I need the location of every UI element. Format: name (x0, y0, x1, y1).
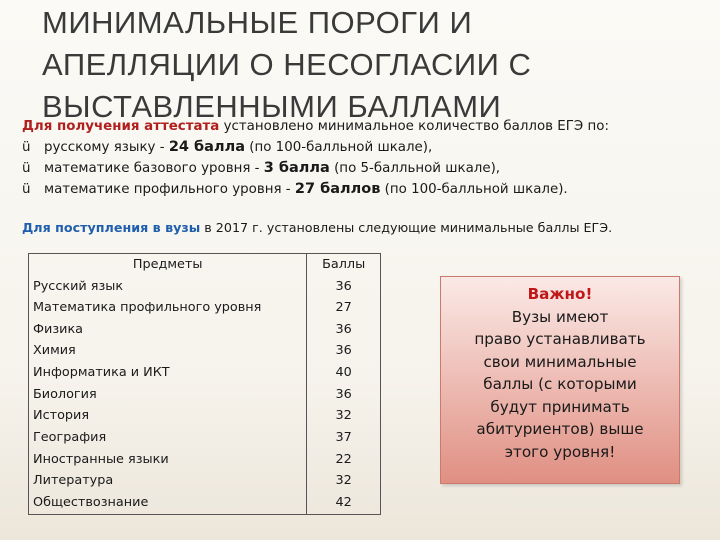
table-row (29, 341, 381, 363)
bullet-text: (по 5-балльной шкале), (329, 161, 501, 176)
table-row (29, 319, 381, 341)
subject-cell: Математика профильного уровня (29, 297, 307, 319)
score-cell: 32 (307, 471, 381, 493)
score-cell: 42 (307, 492, 381, 514)
checkmark-icon: ü (22, 140, 31, 155)
important-line: абитуриентов) выше (476, 420, 644, 438)
subjects-table (28, 253, 381, 515)
bullet-score: 27 баллов (294, 181, 381, 197)
list-item (22, 158, 712, 179)
score-cell: 27 (307, 297, 381, 319)
attestat-intro (22, 117, 712, 137)
subject-cell: Физика (29, 319, 307, 341)
important-callout (440, 276, 680, 484)
table-row (29, 471, 381, 493)
score-cell: 32 (307, 406, 381, 428)
min-scores-list (22, 137, 712, 200)
table-row (29, 384, 381, 406)
slide-title-line: ВЫСТАВЛЕННЫМИ БАЛЛАМИ (42, 89, 502, 124)
table-row (29, 406, 381, 428)
university-highlight: Для поступления в вузы (22, 220, 201, 235)
bullet-text: русскому языку - (44, 140, 169, 155)
subject-cell: Химия (29, 341, 307, 363)
subject-cell: География (29, 427, 307, 449)
important-line: свои минимальные (483, 352, 637, 371)
slide-title (42, 2, 682, 128)
table-row (29, 427, 381, 449)
subject-cell: Обществознание (29, 492, 307, 514)
checkmark-icon: ü (22, 161, 31, 176)
checkmark-icon: ü (22, 182, 31, 197)
score-cell: 36 (307, 319, 381, 341)
subject-cell: Русский язык (29, 276, 307, 298)
bullet-text: (по 100-балльной шкале). (380, 182, 568, 197)
important-line: баллы (с которыми (483, 375, 637, 393)
slide-title-line: МИНИМАЛЬНЫЕ ПОРОГИ И (42, 5, 473, 40)
subject-cell: Иностранные языки (29, 449, 307, 471)
table-row (29, 362, 381, 384)
subject-cell: Информатика и ИКТ (29, 362, 307, 384)
score-cell: 40 (307, 362, 381, 384)
column-header-subject: Предметы (29, 254, 307, 276)
column-header-score: Баллы (307, 254, 381, 276)
score-cell: 37 (307, 427, 381, 449)
university-intro (22, 219, 712, 237)
score-cell: 36 (307, 341, 381, 363)
subject-cell: Литература (29, 471, 307, 493)
bullet-text: (по 100-балльной шкале), (245, 140, 433, 155)
table-row (29, 297, 381, 319)
score-cell: 36 (307, 276, 381, 298)
table-row (29, 276, 381, 298)
important-heading: Важно! (527, 285, 593, 303)
bullet-score: 24 балла (168, 139, 245, 155)
attestat-highlight: Для получения аттестата (22, 119, 220, 134)
bullet-text: математике профильного уровня - (44, 182, 295, 197)
important-line: право устанавливать (474, 330, 646, 348)
important-line: Вузы имеют (511, 307, 609, 326)
attestat-intro-text: установлено минимальное количество баллов ЕГЭ по: (219, 119, 609, 134)
table-row (29, 492, 381, 514)
score-cell: 36 (307, 384, 381, 406)
score-cell: 22 (307, 449, 381, 471)
bullet-text: математике базового уровня - (44, 161, 264, 176)
table-row (29, 449, 381, 471)
table-header-row (29, 254, 381, 276)
subject-cell: Биология (29, 384, 307, 406)
slide-title-line: АПЕЛЛЯЦИИ О НЕСОГЛАСИИ С (42, 47, 532, 82)
university-intro-text: в 2017 г. установлены следующие минимальные баллы ЕГЭ. (200, 220, 613, 235)
list-item (22, 179, 712, 200)
bullet-score: 3 балла (263, 160, 330, 176)
important-line: этого уровня! (504, 442, 616, 461)
subject-cell: История (29, 406, 307, 428)
list-item (22, 137, 712, 158)
important-line: будут принимать (490, 397, 630, 416)
